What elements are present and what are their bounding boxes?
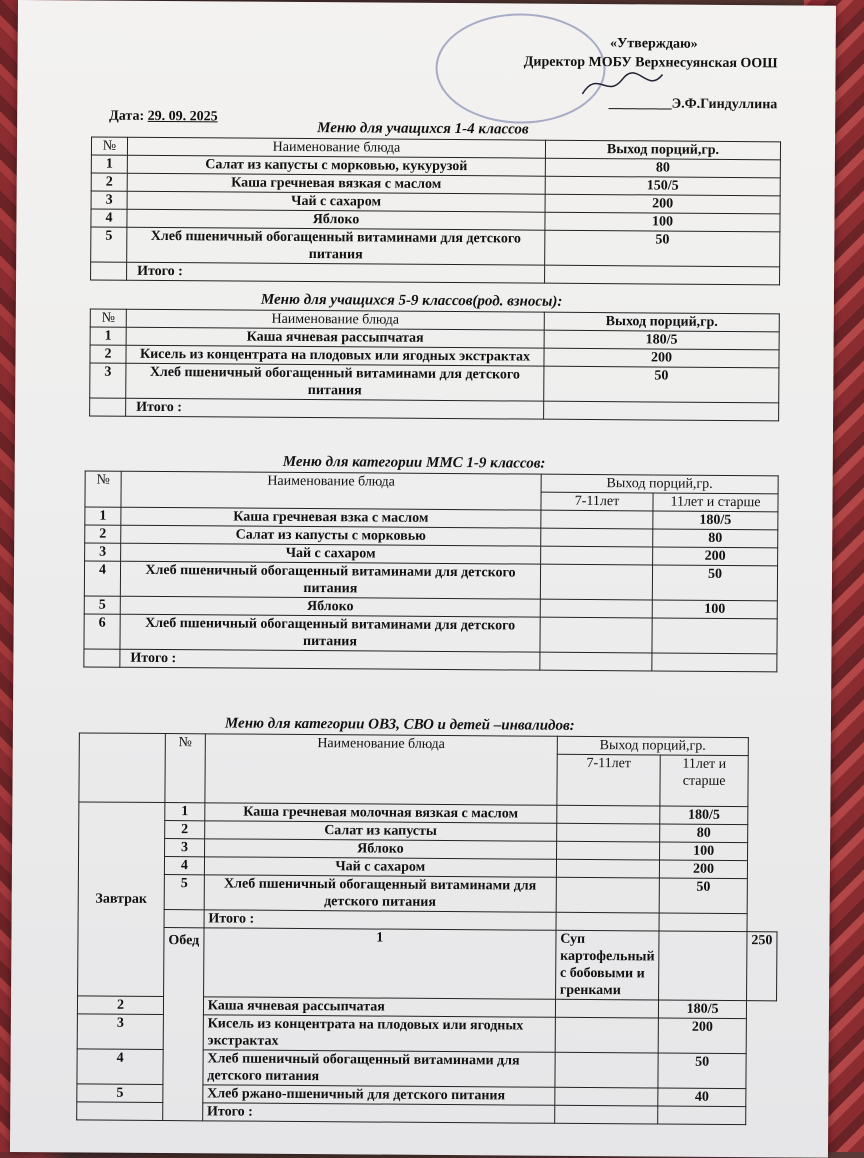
row-dish: Кисель из концентрата на плодовых или ягодных экстрактах (126, 345, 544, 366)
row-output: 200 (545, 194, 780, 214)
row-output: 50 (658, 1053, 746, 1089)
row-num: 5 (84, 596, 120, 614)
row-output: 150/5 (545, 176, 780, 196)
row-output: 250 (747, 932, 777, 1001)
col-output: Выход порций,гр. (541, 474, 778, 494)
row-output (652, 618, 777, 654)
col-num: № (91, 137, 127, 155)
date-label: Дата: (109, 108, 145, 124)
menu1-caption: Меню для учащихся 1-4 классов (317, 120, 529, 138)
row-num: 2 (90, 345, 126, 363)
row-output: 200 (653, 547, 778, 566)
col-name: Наименование блюда (127, 137, 545, 158)
row-num: 1 (91, 155, 127, 173)
row-dish: Чай с сахаром (204, 857, 556, 877)
table-row (78, 927, 777, 1001)
col-num: № (85, 471, 121, 507)
menu3-caption: Меню для категории ММС 1-9 классов: (282, 453, 546, 472)
row-output: 200 (544, 348, 779, 368)
row-num: 2 (165, 821, 205, 839)
row-dish: Чай с сахаром (121, 543, 541, 564)
menu1-table (90, 137, 781, 286)
row-dish: Каша гречневая взка с маслом (121, 507, 541, 528)
row-dish: Хлеб пшеничный обогащенный витаминами для детского питания (127, 227, 545, 265)
menu4-table (76, 732, 779, 1125)
row-dish: Яблоко (204, 839, 556, 859)
row-output: 100 (545, 212, 780, 232)
table-row (78, 874, 777, 914)
approval-director: Директор МОБУ Верхнесуянская ООШ (523, 54, 778, 72)
menu4-caption: Меню для категории ОВЗ, СВО и детей –инвалидов: (224, 715, 575, 734)
row-output: 180/5 (660, 806, 748, 825)
table-total-row (91, 262, 780, 285)
row-dish: Салат из капусты с морковью, кукурузой (127, 155, 545, 176)
row-output: 80 (653, 529, 778, 548)
row-dish: Каша гречневая вязкая с маслом (127, 173, 545, 194)
col-num: № (90, 309, 126, 327)
total-label: Итого : (127, 262, 545, 283)
row-dish: Хлеб пшеничный обогащенный витаминами для детского питания (203, 1050, 555, 1087)
total-label: Итого : (126, 398, 544, 419)
menu2-caption: Меню для учащихся 5-9 классов(род. взносы): (260, 291, 563, 310)
row-dish: Яблоко (127, 209, 545, 230)
col-output: Выход порций,гр. (557, 736, 748, 755)
col-age-7-11: 7-11лет (541, 492, 653, 511)
col-name: Наименование блюда (205, 734, 557, 805)
row-num: 2 (77, 996, 163, 1015)
row-dish: Хлеб пшеничный обогащенный витаминами для детского питания (120, 614, 540, 652)
row-output: 200 (660, 860, 748, 879)
menu3-table (83, 470, 778, 672)
row-num: 4 (91, 209, 127, 227)
table-total-row (90, 398, 779, 421)
breakfast-label: Завтрак (78, 802, 165, 997)
total-label: Итого : (204, 910, 556, 930)
row-num: 1 (90, 327, 126, 345)
row-output: 80 (660, 824, 748, 843)
row-output: 50 (545, 230, 780, 267)
row-num: 5 (91, 227, 127, 262)
table-total-row (84, 649, 777, 672)
row-dish: Яблоко (120, 596, 540, 617)
row-output: 180/5 (653, 511, 778, 530)
row-dish: Кисель из концентрата на плодовых или ягодных экстрактах (203, 1015, 555, 1052)
row-num: 3 (91, 191, 127, 209)
row-num: 3 (90, 363, 126, 398)
col-age-7-11: 7-11лет (557, 754, 661, 806)
row-output: 180/5 (544, 330, 779, 350)
row-num: 5 (164, 875, 204, 910)
row-dish: Хлеб ржано-пшеничный для детского питания (203, 1085, 555, 1105)
row-num: 4 (77, 1049, 163, 1085)
row-dish: Каша ячневая рассыпчатая (203, 997, 555, 1017)
lunch-label: Обед (163, 928, 204, 1121)
col-name: Наименование блюда (126, 309, 544, 330)
row-dish: Салат из капусты с морковью (121, 525, 541, 546)
row-num: 2 (85, 525, 121, 543)
row-num: 5 (77, 1084, 163, 1103)
approval-signature-line: _________Э.Ф.Гиндуллина (608, 96, 778, 113)
row-dish: Суп картофельный с бобовыми и гренками (555, 930, 659, 1000)
table-row (90, 363, 779, 403)
row-output: 180/5 (659, 1000, 747, 1019)
row-num: 2 (91, 173, 127, 191)
row-output: 100 (652, 600, 777, 619)
col-output: Выход порций,гр. (545, 140, 780, 160)
row-output: 50 (652, 565, 777, 601)
row-num: 3 (77, 1014, 163, 1050)
col-output: Выход порций,гр. (544, 312, 779, 332)
menu-date (109, 109, 218, 126)
menu-document (10, 0, 836, 1158)
row-output: 200 (658, 1018, 746, 1054)
table-row (84, 561, 777, 601)
col-age-11-plus: 11лет и старше (660, 755, 748, 807)
row-dish: Каша гречневая молочная вязкая с маслом (205, 803, 557, 823)
row-output: 50 (659, 878, 747, 914)
row-num: 6 (84, 614, 120, 649)
approval-block (447, 33, 778, 114)
row-num: 3 (85, 543, 121, 561)
table-row (84, 614, 777, 654)
col-name: Наименование блюда (121, 471, 541, 510)
row-num: 1 (203, 928, 555, 999)
table-row (91, 227, 780, 267)
row-dish: Хлеб пшеничный обогащенный витаминами для детского питания (120, 561, 540, 599)
row-num: 1 (85, 507, 121, 525)
menu2-table (89, 309, 780, 422)
row-num: 4 (164, 857, 204, 875)
row-dish: Чай с сахаром (127, 191, 545, 212)
row-dish: Салат из капусты (204, 821, 556, 841)
row-dish: Хлеб пшеничный обогащенный витаминами для детского питания (126, 363, 544, 401)
total-label: Итого : (203, 1103, 555, 1123)
col-num: № (165, 734, 205, 803)
row-output: 80 (545, 158, 780, 178)
table-header-row (85, 471, 778, 494)
row-output: 40 (658, 1088, 746, 1107)
row-dish: Каша ячневая рассыпчатая (126, 327, 544, 348)
table-header-row (79, 733, 778, 756)
row-output: 100 (660, 842, 748, 861)
row-output: 50 (544, 366, 779, 403)
row-dish: Хлеб пшеничный обогащенный витаминами для детского питания (204, 875, 556, 912)
row-num: 1 (165, 803, 205, 821)
row-num: 3 (165, 839, 205, 857)
date-value: 29. 09. 2025 (147, 108, 218, 125)
approval-title: «Утверждаю» (610, 36, 698, 52)
total-label: Итого : (120, 649, 540, 670)
row-num: 4 (84, 561, 120, 596)
col-age-11-plus: 11лет и старше (653, 493, 778, 512)
